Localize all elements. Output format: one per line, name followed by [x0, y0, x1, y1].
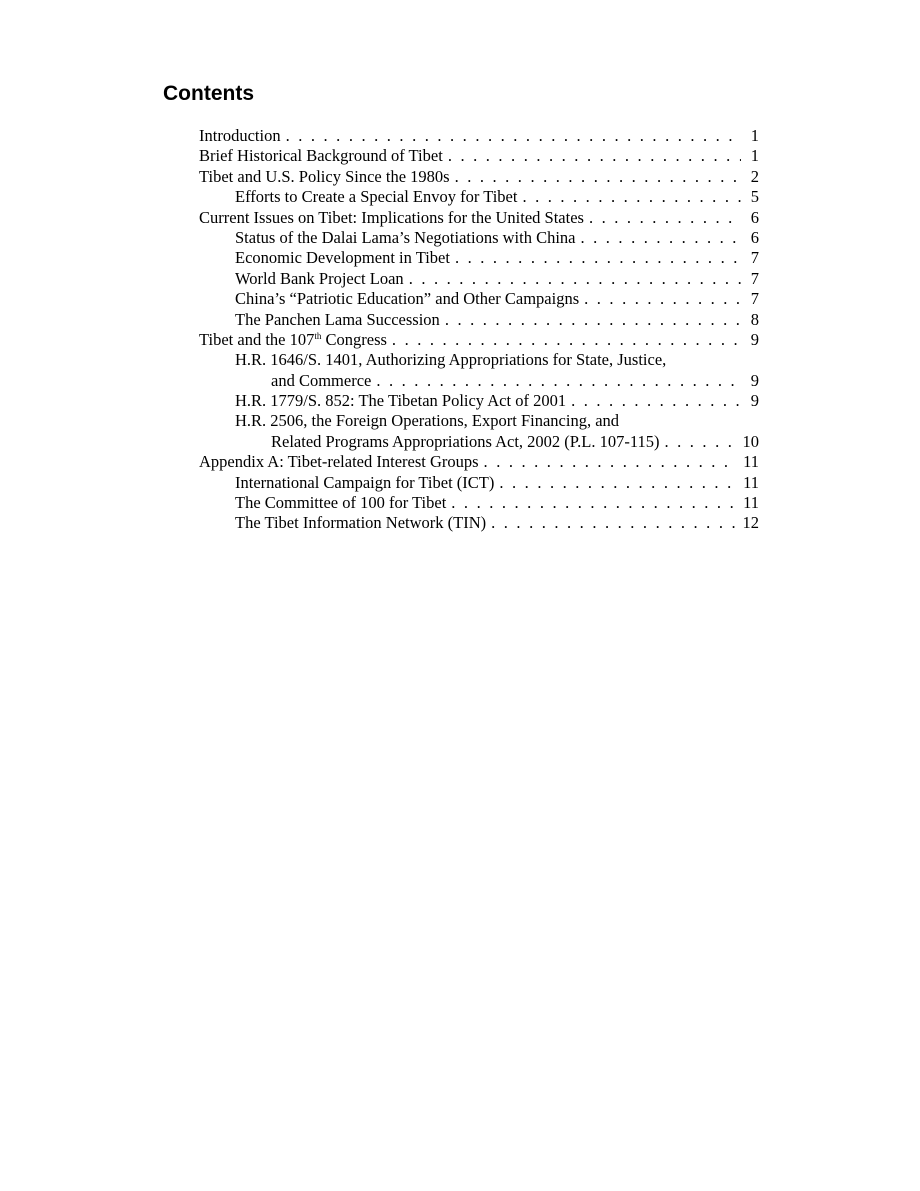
toc-page-number: 1	[750, 126, 759, 145]
toc-leader-dots	[589, 208, 741, 228]
toc-entry-title: The Panchen Lama Succession	[235, 309, 440, 329]
toc-leader-dots	[491, 513, 736, 533]
toc-entry-dalai-lama-negotiations[interactable]	[199, 228, 759, 248]
table-of-contents	[199, 126, 759, 534]
toc-entry-introduction[interactable]	[199, 126, 759, 146]
toc-leader-dots	[392, 330, 741, 350]
toc-leader-dots	[499, 473, 737, 493]
toc-page-number: 9	[750, 370, 759, 390]
toc-entry-world-bank-loan[interactable]	[199, 269, 759, 289]
toc-page-number: 7	[750, 289, 759, 309]
toc-entry-ict[interactable]	[199, 473, 759, 493]
toc-entry-title: H.R. 1779/S. 852: The Tibetan Policy Act of 2001	[235, 391, 567, 411]
toc-entry-title: Appendix A: Tibet-related Interest Groups	[199, 452, 479, 472]
toc-entry-committee-of-100[interactable]	[199, 493, 759, 513]
toc-page-number: 1	[750, 146, 759, 166]
toc-entry-title: World Bank Project Loan	[235, 268, 404, 288]
toc-leader-dots	[451, 493, 737, 513]
toc-leader-dots	[409, 269, 741, 289]
toc-leader-dots	[584, 289, 741, 309]
toc-entry-tin[interactable]	[199, 513, 759, 533]
toc-page-number: 9	[750, 329, 759, 349]
toc-entry-title: Tibet and the 107th Congress	[199, 329, 387, 349]
toc-page-number: 11	[743, 493, 759, 513]
toc-page-number: 6	[750, 227, 759, 247]
toc-page-number: 8	[750, 309, 759, 329]
toc-entry-title: Economic Development in Tibet	[235, 248, 450, 268]
toc-entry-economic-development[interactable]	[199, 248, 759, 268]
toc-entry-appendix-a[interactable]	[199, 452, 759, 472]
toc-entry-historical-background[interactable]	[199, 146, 759, 166]
toc-entry-107th-congress[interactable]	[199, 330, 759, 350]
toc-entry-title: Current Issues on Tibet: Implications for the United States	[199, 207, 584, 227]
toc-page-number: 6	[750, 207, 759, 227]
toc-entry-title: H.R. 2506, the Foreign Operations, Export Financing, and	[235, 411, 620, 431]
toc-entry-hr1646-continuation[interactable]	[199, 371, 759, 391]
toc-leader-dots	[580, 228, 741, 248]
toc-entry-hr2506-continuation[interactable]	[199, 432, 759, 452]
toc-leader-dots	[286, 126, 741, 146]
toc-page-number: 11	[743, 452, 759, 472]
toc-entry-special-envoy[interactable]	[199, 187, 759, 207]
toc-entry-title: China’s “Patriotic Education” and Other Campaigns	[235, 289, 580, 309]
toc-leader-dots	[448, 146, 741, 166]
toc-entry-title: Brief Historical Background of Tibet	[199, 146, 443, 166]
toc-entry-title: Related Programs Appropriations Act, 2002 (P.L. 107-115)	[271, 431, 660, 451]
toc-entry-title: and Commerce	[271, 370, 372, 390]
toc-page-number: 10	[742, 431, 759, 451]
toc-page-number: 7	[750, 248, 759, 268]
toc-leader-dots	[664, 432, 736, 452]
toc-page-number: 7	[750, 268, 759, 288]
toc-leader-dots	[445, 310, 741, 330]
toc-entry-hr1646-first-line[interactable]	[199, 350, 759, 370]
toc-leader-dots	[484, 452, 738, 472]
toc-page-number: 5	[750, 187, 759, 207]
toc-leader-dots	[522, 187, 741, 207]
toc-page-number: 12	[742, 513, 759, 533]
toc-entry-current-issues[interactable]	[199, 208, 759, 228]
toc-entry-title: Efforts to Create a Special Envoy for Tibet	[235, 187, 518, 207]
toc-entry-title: The Tibet Information Network (TIN)	[235, 513, 487, 533]
ordinal-superscript: th	[314, 330, 322, 341]
toc-entry-us-policy[interactable]	[199, 167, 759, 187]
toc-page-number: 2	[750, 166, 759, 186]
toc-leader-dots	[455, 167, 741, 187]
toc-entry-title: Status of the Dalai Lama’s Negotiations with China	[235, 227, 576, 247]
toc-entry-title: H.R. 1646/S. 1401, Authorizing Appropriations for State, Justice,	[235, 350, 667, 370]
toc-leader-dots	[455, 248, 741, 268]
toc-entry-title: Tibet and U.S. Policy Since the 1980s	[199, 166, 450, 186]
toc-page-number: 9	[750, 391, 759, 411]
page-title: Contents	[163, 82, 254, 105]
toc-entry-patriotic-education[interactable]	[199, 289, 759, 309]
toc-leader-dots	[571, 391, 741, 411]
toc-entry-hr2506-first-line[interactable]	[199, 411, 759, 431]
toc-entry-tibetan-policy-act[interactable]	[199, 391, 759, 411]
toc-entry-title: International Campaign for Tibet (ICT)	[235, 472, 495, 492]
toc-entry-panchen-lama[interactable]	[199, 310, 759, 330]
toc-entry-title: Introduction	[199, 126, 281, 145]
toc-entry-title: The Committee of 100 for Tibet	[235, 493, 447, 513]
toc-leader-dots	[376, 371, 741, 391]
toc-page-number: 11	[743, 472, 759, 492]
